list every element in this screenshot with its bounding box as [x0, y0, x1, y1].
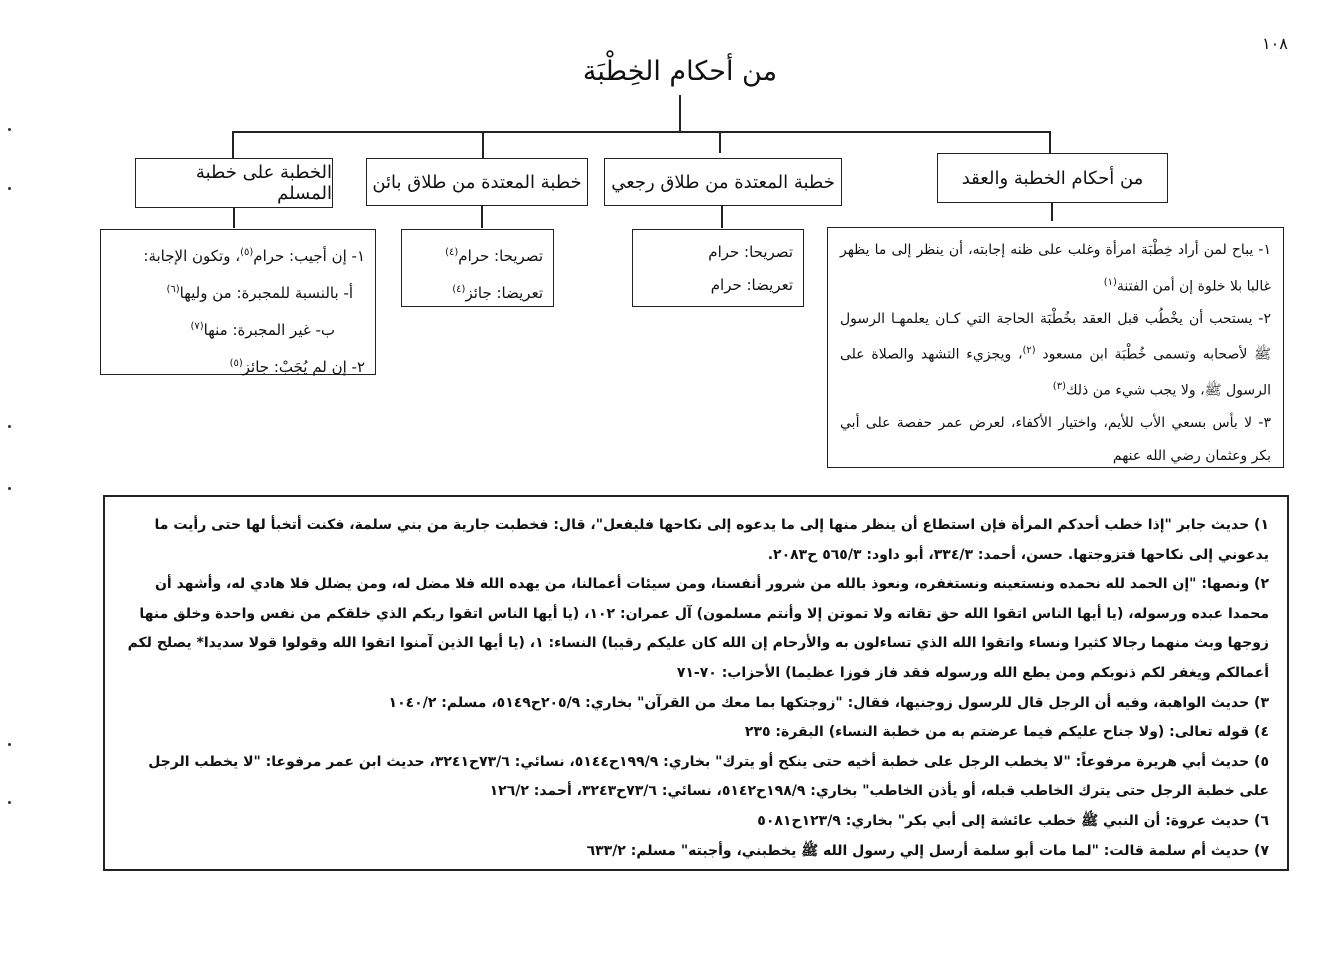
connector-drop-3 [482, 131, 484, 158]
bain-line-2 [412, 273, 543, 310]
margin-speck [8, 487, 11, 490]
muslim-box [100, 229, 376, 375]
margin-speck [8, 743, 11, 746]
rule-1-text: ١- يباح لمن أراد خِطْبَة امرأة وغلب على ظنه إجابته، أن ينظر إلى ما يظهر غالبا بلا خلوة إن أمن الفتنة [840, 242, 1271, 295]
rule-2-ref: (٢) [1022, 345, 1036, 357]
muslim-line-3-text: ب- غير المجبرة: منها [203, 321, 335, 339]
footnotes-box [103, 495, 1289, 871]
rule-2-ref2: (٣) [1052, 381, 1066, 393]
footnote-4: ٤) قوله تعالى: (ولا جناح عليكم فيما عرضتم به من خطبة النساء) البقرة: ٢٣٥ [744, 724, 1269, 741]
raji-line-2: تعريضا: حرام [710, 276, 793, 294]
bain-line-2-ref: (٤) [452, 284, 466, 295]
header-khitba-aqd-label: من أحكام الخطبة والعقد [961, 167, 1144, 189]
muslim-line-2-ref: (٦) [166, 284, 180, 295]
footnote-6: ٦) حديث عروة: أن النبي ﷺ خطب عائشة إلى أبي بكر" بخاري: ١٢٣/٩ح٥٠٨١ [757, 812, 1269, 829]
rule-2 [840, 303, 1271, 408]
bain-line-1-ref: (٤) [445, 247, 459, 258]
bain-line-2-text: تعريضا: جائز [465, 284, 543, 302]
rule-2-tail: ، ويجزيء التشهد والصلاة على الرسول ﷺ، ولا يجب شيء من ذلك [840, 346, 1271, 399]
footnote-3: ٣) حديث الواهبة، وفيه أن الرجل قال للرسول زوجنيها، فقال: "زوجتكها بما معك من القرآن" بخاري: ٢٠٥/٩ح٥١٤٩، مسلم: ١٠٤٠/٢ [388, 694, 1269, 711]
muslim-line-2-text: أ- بالنسبة للمجبرة: من وليها [179, 284, 353, 302]
arrow-stem-4 [233, 208, 235, 228]
arrow-stem-3 [481, 206, 483, 228]
header-muatadda-raji-label: خطبة المعتدة من طلاق رجعي [611, 171, 835, 193]
header-khitba-muslim [135, 158, 333, 208]
connector-horizontal [232, 131, 1051, 133]
page-title: من أحكام الخِطْبَة [582, 56, 778, 87]
bain-box [401, 229, 554, 307]
footnote-5: ٥) حديث أبي هريرة مرفوعاً: "لا يخطب الرجل على خطبة أخيه حتى ينكح أو يترك" بخاري: ١٩٩/٩ح٥١٤٤، نسائي: ٧٣/٦ح٣٢٤١، حديث ابن عمر مرفوعا: "لا يخطب الرجل على خطبة الرجل حتى يترك الخاطب قبله، أو يأذن الخاطب" بخاري: ١٩٨/٩ح٥١٤٢، نسائي: ٧٣/٦ح٣٢٤٣، أحمد: ١٢٦/٢ [148, 753, 1269, 800]
rule-3 [840, 407, 1271, 472]
margin-speck [8, 425, 11, 428]
header-khitba-aqd [937, 153, 1168, 203]
muslim-line-1-tail: ، وتكون الإجابة: [143, 247, 241, 265]
rule-1 [840, 234, 1271, 303]
header-muatadda-bain [366, 158, 588, 206]
muslim-line-2 [111, 273, 365, 310]
muslim-line-4 [111, 347, 365, 384]
arrow-stem-1 [1051, 203, 1053, 221]
connector-trunk [679, 95, 681, 132]
margin-speck [8, 128, 11, 131]
muslim-line-4-ref: (٥) [229, 358, 243, 369]
arrow-stem-2 [721, 206, 723, 228]
footnote-2: ٢) ونصها: "إن الحمد لله نحمده ونستعينه ونستغفره، ونعوذ بالله من شرور أنفسنا، ومن سيئات أعمالنا، من يهده الله فلا مضل له، ومن يضلل فلا هادي له، وأشهد أن محمدا عبده ورسوله، (يا أيها الناس اتقوا الله حق تقاته ولا تموتن إلا وأنتم مسلمون) آل عمران: ١٠٢، (يا أيها الناس اتقوا ربكم الذي خلقكم من نفس واحدة وخلق منها زوجها وبث منهما رجالا كثيرا ونساء واتقوا الله الذي تساءلون به والأرحام إن الله كان عليكم رقيبا) النساء: ١، (يا أيها الذين آمنوا اتقوا الله وقولوا قولا سديدا* يصلح لكم أعمالكم ويغفر لكم ذنوبكم ومن يطع الله ورسوله فقد فاز فوزا عظيما) الأحزاب: ٧٠-٧١ [127, 576, 1269, 681]
connector-drop-2 [719, 131, 721, 153]
connector-drop-4 [232, 131, 234, 158]
header-khitba-muslim-label: الخطبة على خطبة المسلم [195, 162, 332, 204]
raji-line-1: تصريحا: حرام [708, 243, 793, 261]
muslim-line-3-ref: (٧) [190, 321, 204, 332]
header-muatadda-raji [604, 158, 842, 206]
header-muatadda-bain-label: خطبة المعتدة من طلاق بائن [372, 171, 582, 193]
muslim-line-3 [111, 310, 365, 347]
rule-1-ref: (١) [1103, 276, 1117, 288]
margin-speck [8, 187, 11, 190]
bain-line-1-text: تصريحا: حرام [458, 247, 543, 265]
muslim-line-1 [111, 236, 365, 273]
footnote-7: ٧) حديث أم سلمة قالت: "لما مات أبو سلمة أرسل إلي رسول الله ﷺ يخطبني، وأجبته" مسلم: ٦٣٣/٢ [586, 842, 1269, 859]
margin-speck [8, 801, 11, 804]
bain-line-1 [412, 236, 543, 273]
rule-2-text: ٢- يستحب أن يخْطُب قبل العقد بخُطْبَة الحاجة التي كـان يعلمهـا الرسول ﷺ لأصحابه وتسمى خُطْبَة ابن مسعود [840, 310, 1271, 363]
raji-box [632, 229, 804, 307]
muslim-line-1-text: ١- إن أجيب: حرام [253, 247, 365, 265]
muslim-line-4-text: ٢- إن لم يُجَبْ: جائز [242, 358, 365, 376]
page-number: ١٠٨ [1262, 34, 1288, 53]
connector-drop-1 [1049, 131, 1051, 153]
rule-3-text: ٣- لا بأس بسعي الأب للأيم، واختيار الأكفاء، لعرض عمر حفصة على أبي بكر وعثمان رضي الله عنهم [840, 415, 1271, 464]
muslim-line-1-ref: (٥) [240, 247, 254, 258]
footnote-1: ١) حديث جابر "إذا خطب أحدكم المرأة فإن استطاع أن ينظر منها إلى ما يدعوه إلى نكاحها فليفعل"، قال: فخطبت جارية من بني سلمة، فكنت أتخبأ لها حتى رأيت ما يدعوني إلى نكاحها فتزوجتها. حسن، أحمد: ٣٣٤/٣، أبو داود: ٥٦٥/٣ ح٢٠٨٣. [154, 517, 1269, 563]
rules-box [827, 227, 1284, 468]
